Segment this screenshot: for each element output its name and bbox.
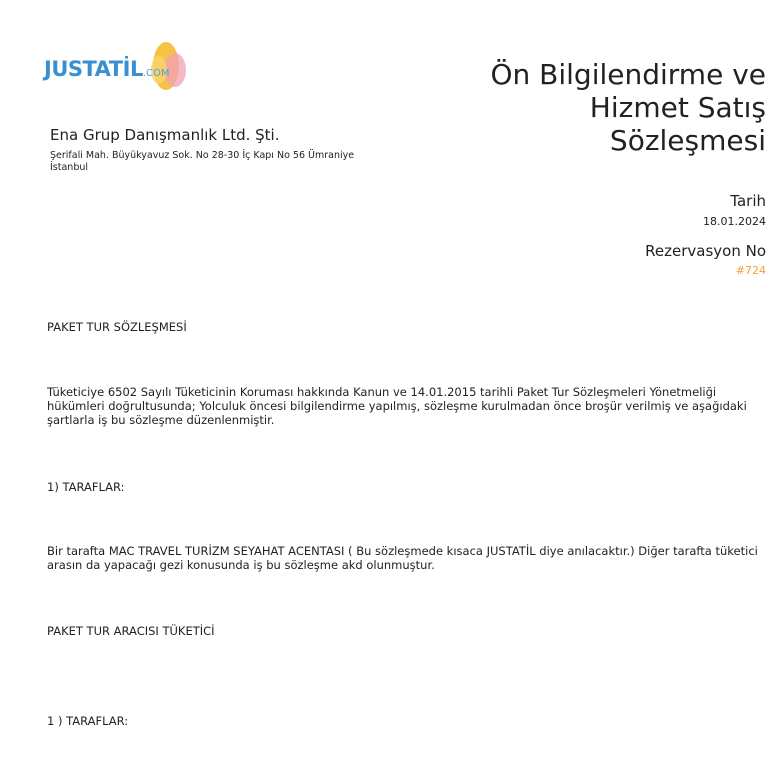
title-line-2: Hizmet Satış	[589, 91, 766, 124]
logo-wordmark	[44, 57, 170, 81]
contract-heading: PAKET TUR SÖZLEŞMESİ	[47, 320, 187, 334]
date-label: Tarih	[730, 192, 766, 210]
parties-roles: PAKET TUR ARACISI TÜKETİCİ	[47, 624, 215, 638]
company-address	[50, 150, 390, 174]
logo-main-text: JUSTATİL	[44, 57, 143, 81]
document-title	[446, 58, 766, 157]
reservation-number: #724	[735, 264, 766, 277]
address-line-1: Şerifali Mah. Büyükyavuz Sok. No 28-30 İç Kapı No 56 Ümraniye	[50, 150, 355, 161]
section-parties-heading-repeat: 1 ) TARAFLAR:	[47, 714, 129, 728]
title-line-1: Ön Bilgilendirme ve	[490, 58, 766, 91]
section-parties-heading: 1) TARAFLAR:	[47, 480, 125, 494]
title-line-3: Sözleşmesi	[609, 124, 766, 157]
address-line-2: İstanbul	[50, 162, 89, 173]
company-name: Ena Grup Danışmanlık Ltd. Şti.	[50, 126, 280, 144]
parties-paragraph: Bir tarafta MAC TRAVEL TURİZM SEYAHAT ACENTASI ( Bu sözleşmede kısaca JUSTATİL diye anılacaktır.) Diğer tarafta tüketici arasın da yapacağı gezi konusunda iş bu sözleşme akd olunmuştur.	[47, 544, 758, 572]
date-value: 18.01.2024	[703, 215, 766, 228]
logo-domain-text: .COM	[142, 68, 170, 79]
brand-logo	[44, 40, 194, 96]
intro-paragraph: Tüketiciye 6502 Sayılı Tüketicinin Koruması hakkında Kanun ve 14.01.2015 tarihli Paket Tur Sözleşmeleri Yönetmeliği hükümleri doğrultusunda; Yolculuk öncesi bilgilendirme yapılmış, sözleşme kurulmadan önce broşür verilmiş ve aşağıdaki şartlarla iş bu sözleşme düzenlenmiştir.	[47, 385, 747, 427]
reservation-label: Rezervasyon No	[645, 242, 766, 260]
